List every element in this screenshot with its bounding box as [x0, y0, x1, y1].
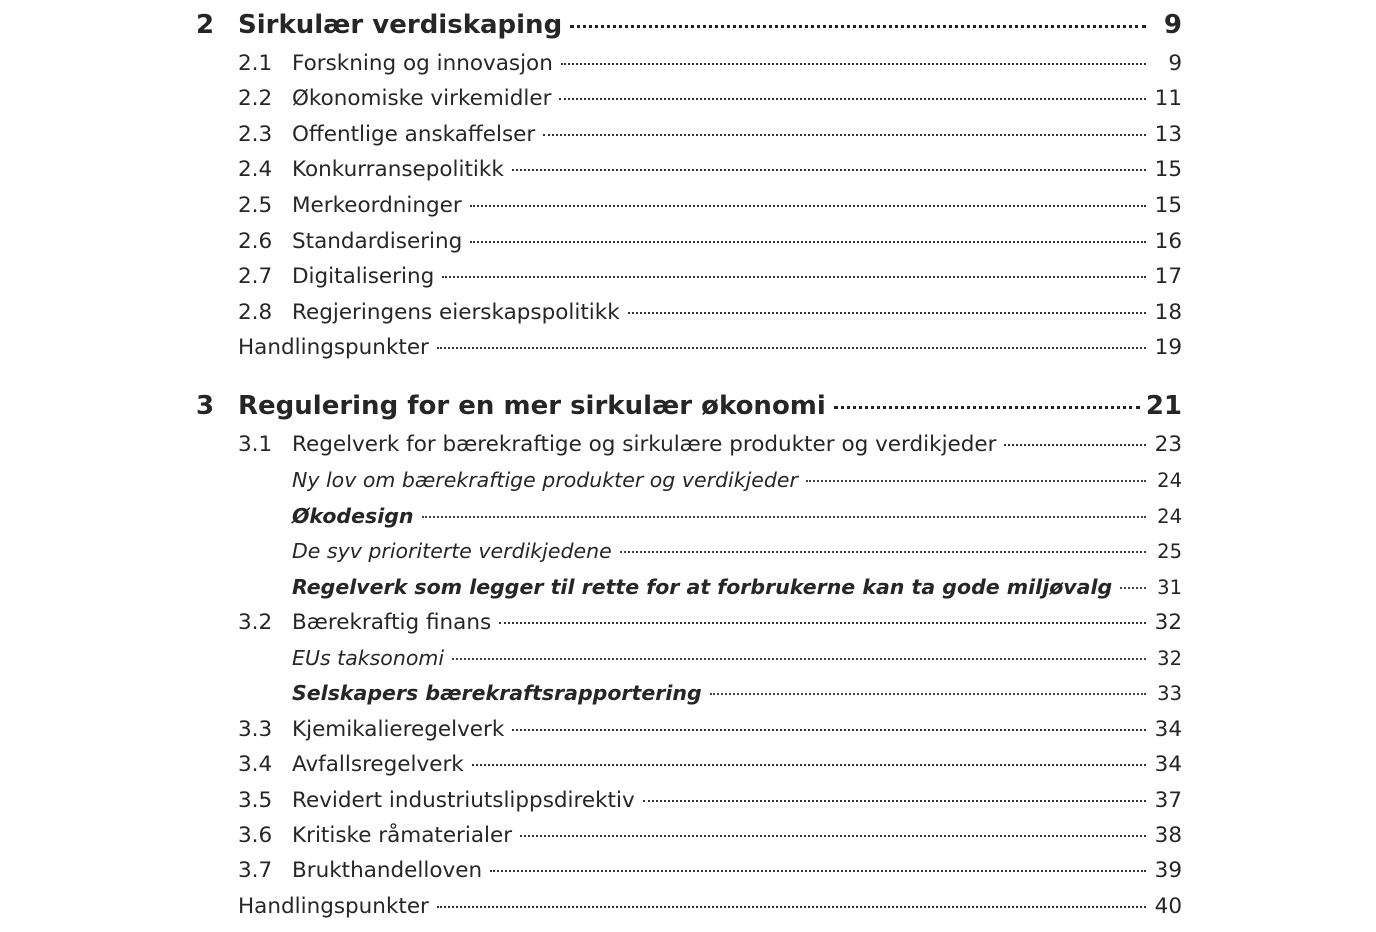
toc-action-points-3[interactable]: [0, 894, 1376, 930]
subsection-title: Ny lov om bærekraftige produkter og verdikjeder: [292, 468, 798, 492]
section-title: Avfallsregelverk: [292, 752, 464, 777]
toc-section-2-4[interactable]: [0, 157, 1376, 193]
dot-leader: [437, 906, 1146, 908]
toc-section-3-1[interactable]: [0, 432, 1376, 468]
dot-leader: [422, 516, 1147, 518]
dot-leader: [559, 98, 1146, 100]
section-number: 3.5: [238, 788, 273, 813]
toc-section-2-3[interactable]: [0, 122, 1376, 158]
page-number: 37: [1154, 788, 1182, 813]
page-number: 9: [1168, 51, 1182, 76]
dot-leader: [834, 406, 1140, 409]
dot-leader: [452, 658, 1146, 660]
section-title: Kritiske råmaterialer: [292, 823, 513, 848]
chapter-number: 2: [196, 10, 215, 40]
toc-section-2-7[interactable]: [0, 264, 1376, 300]
page-number: 39: [1154, 858, 1182, 883]
section-number: 2.6: [238, 229, 273, 254]
section-number: 3.1: [238, 432, 273, 457]
section-title: Brukthandelloven: [292, 858, 483, 883]
toc-section-2-8[interactable]: [0, 300, 1376, 336]
toc-action-points-2[interactable]: [0, 335, 1376, 371]
dot-leader: [442, 276, 1146, 278]
page-number: 23: [1154, 432, 1182, 457]
section-number: 2.5: [238, 193, 273, 218]
page-number: 24: [1157, 505, 1182, 528]
dot-leader: [570, 25, 1146, 28]
page-number: 19: [1154, 335, 1182, 360]
toc-chapter-2[interactable]: [0, 10, 1376, 46]
toc-section-3-3[interactable]: [0, 717, 1376, 753]
dot-leader: [490, 870, 1146, 872]
section-title: Standardisering: [292, 229, 463, 254]
section-title: Regjeringens eierskapspolitikk: [292, 300, 620, 325]
section-number: 3.3: [238, 717, 273, 742]
dot-leader: [512, 169, 1146, 171]
subsection-title: EUs taksonomi: [292, 646, 445, 670]
action-points-title: Handlingspunkter: [238, 335, 429, 360]
dot-leader: [561, 63, 1146, 65]
dot-leader: [520, 835, 1146, 837]
page-number: 40: [1154, 894, 1182, 919]
dot-leader: [470, 205, 1146, 207]
section-number: 3.7: [238, 858, 273, 883]
toc-section-3-2[interactable]: [0, 610, 1376, 646]
toc-subsection[interactable]: [0, 468, 1376, 504]
section-title: Regelverk for bærekraftige og sirkulære produkter og verdikjeder: [292, 432, 997, 457]
section-number: 3.2: [238, 610, 273, 635]
subsection-title: Regelverk som legger til rette for at forbrukerne kan ta gode miljøvalg: [292, 575, 1113, 599]
toc-section-2-6[interactable]: [0, 229, 1376, 265]
toc-section-3-5[interactable]: [0, 788, 1376, 824]
dot-leader: [1120, 587, 1146, 589]
dot-leader: [512, 729, 1146, 731]
toc-section-3-7[interactable]: [0, 858, 1376, 894]
page-number: 32: [1157, 647, 1182, 670]
page-number: 15: [1154, 157, 1182, 182]
section-title: Revidert industriutslippsdirektiv: [292, 788, 635, 813]
page-number: 33: [1157, 682, 1182, 705]
page-number: 17: [1154, 264, 1182, 289]
toc-section-2-5[interactable]: [0, 193, 1376, 229]
section-title: Kjemikalieregelverk: [292, 717, 505, 742]
section-number: 2.2: [238, 86, 273, 111]
action-points-title: Handlingspunkter: [238, 894, 429, 919]
page-number: 38: [1154, 823, 1182, 848]
dot-leader: [470, 241, 1146, 243]
toc-subsection[interactable]: [0, 504, 1376, 540]
dot-leader: [437, 347, 1146, 349]
section-title: Forskning og innovasjon: [292, 51, 553, 76]
dot-leader: [499, 622, 1146, 624]
page-number: 21: [1145, 391, 1182, 421]
chapter-title: Sirkulær verdiskaping: [238, 10, 563, 40]
toc-chapter-3[interactable]: [0, 391, 1376, 427]
section-title: Offentlige anskaffelser: [292, 122, 536, 147]
dot-leader: [806, 480, 1146, 482]
section-number: 2.8: [238, 300, 273, 325]
section-title: Økonomiske virkemidler: [292, 86, 552, 111]
page-number: 34: [1154, 717, 1182, 742]
section-number: 2.3: [238, 122, 273, 147]
page-number: 32: [1154, 610, 1182, 635]
section-title: Digitalisering: [292, 264, 435, 289]
page-number: 18: [1154, 300, 1182, 325]
page-number: 15: [1154, 193, 1182, 218]
toc-subsection[interactable]: [0, 646, 1376, 682]
chapter-title: Regulering for en mer sirkulær økonomi: [238, 391, 826, 421]
page-number: 34: [1154, 752, 1182, 777]
section-number: 2.1: [238, 51, 273, 76]
page-number: 25: [1157, 540, 1182, 563]
section-number: 3.6: [238, 823, 273, 848]
toc-subsection[interactable]: [0, 539, 1376, 575]
page-number: 31: [1157, 576, 1182, 599]
section-title: Merkeordninger: [292, 193, 462, 218]
toc-subsection[interactable]: [0, 575, 1376, 611]
toc-subsection[interactable]: [0, 681, 1376, 717]
section-title: Konkurransepolitikk: [292, 157, 504, 182]
dot-leader: [710, 693, 1146, 695]
section-number: 2.4: [238, 157, 273, 182]
subsection-title: Selskapers bærekraftsrapportering: [292, 681, 702, 705]
page-number: 9: [1163, 10, 1182, 40]
dot-leader: [472, 764, 1146, 766]
toc-section-2-1[interactable]: [0, 51, 1376, 87]
toc-section-3-4[interactable]: [0, 752, 1376, 788]
subsection-title: Økodesign: [292, 504, 414, 528]
section-number: 2.7: [238, 264, 273, 289]
page-number: 24: [1157, 469, 1182, 492]
dot-leader: [1004, 444, 1146, 446]
chapter-number: 3: [196, 391, 215, 421]
dot-leader: [628, 312, 1146, 314]
page-number: 11: [1154, 86, 1182, 111]
dot-leader: [543, 134, 1146, 136]
page-number: 16: [1154, 229, 1182, 254]
dot-leader: [620, 551, 1146, 553]
toc-section-2-2[interactable]: [0, 86, 1376, 122]
subsection-title: De syv prioriterte verdikjedene: [292, 539, 612, 563]
page-number: 13: [1154, 122, 1182, 147]
dot-leader: [643, 800, 1146, 802]
section-number: 3.4: [238, 752, 273, 777]
toc-section-3-6[interactable]: [0, 823, 1376, 859]
section-title: Bærekraftig finans: [292, 610, 492, 635]
